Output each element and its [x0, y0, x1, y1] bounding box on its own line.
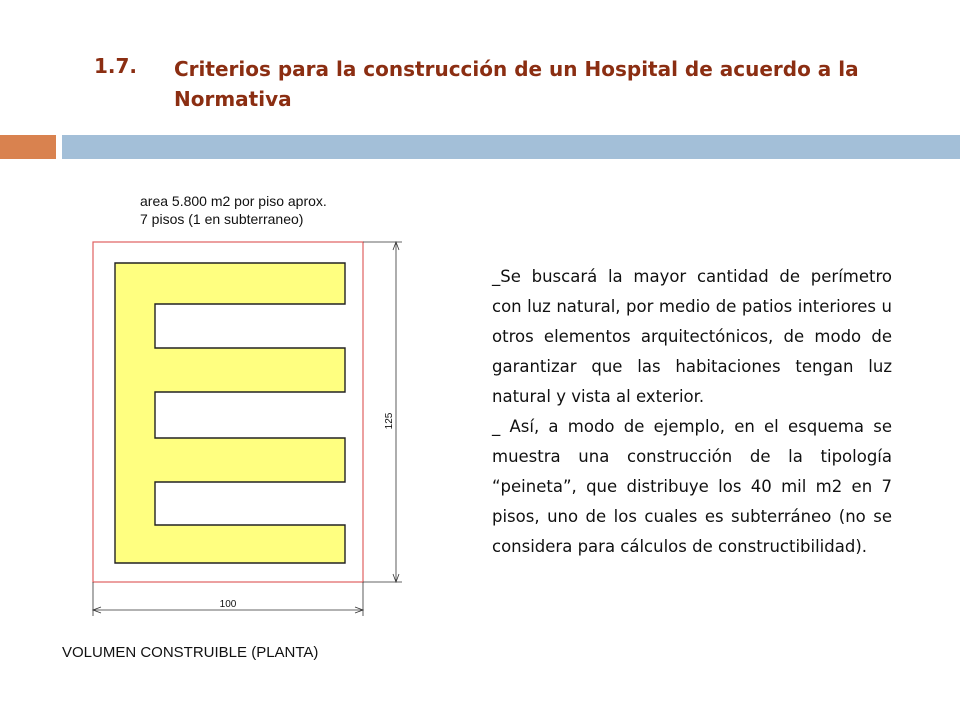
- floor-plan-diagram: [80, 180, 420, 620]
- description-paragraph-1: _Se buscará la mayor cantidad de perímetro con luz natural, por medio de patios interiores u otros elementos arquitectónicos, de modo de garantizar que las habitaciones tengan luz natural y vista al exterior.: [492, 267, 892, 406]
- height-dimension-label: 125: [384, 412, 395, 430]
- plan-note-floors: 7 pisos (1 en subterraneo): [140, 211, 304, 227]
- plan-note-area: area 5.800 m2 por piso aprox.: [140, 193, 327, 209]
- header-accent-bar-orange: [0, 135, 56, 159]
- header-accent-bar-blue: [62, 135, 960, 159]
- building-e-shape: [115, 263, 345, 563]
- plan-caption: VOLUMEN CONSTRUIBLE (PLANTA): [62, 644, 319, 661]
- page-title: Criterios para la construcción de un Hospital de acuerdo a la Normativa: [174, 57, 859, 111]
- description-paragraph-2: _ Así, a modo de ejemplo, en el esquema se muestra una construcción de la tipología “peineta”, que distribuye los 40 mil m2 en 7 pisos, uno de los cuales es subterráneo (no se considera para cálculos de constructibilidad).: [492, 417, 892, 556]
- section-number: 1.7.: [94, 54, 138, 78]
- height-dimension: [363, 242, 402, 582]
- description-text: [492, 262, 892, 562]
- width-dimension-label: 100: [219, 599, 237, 610]
